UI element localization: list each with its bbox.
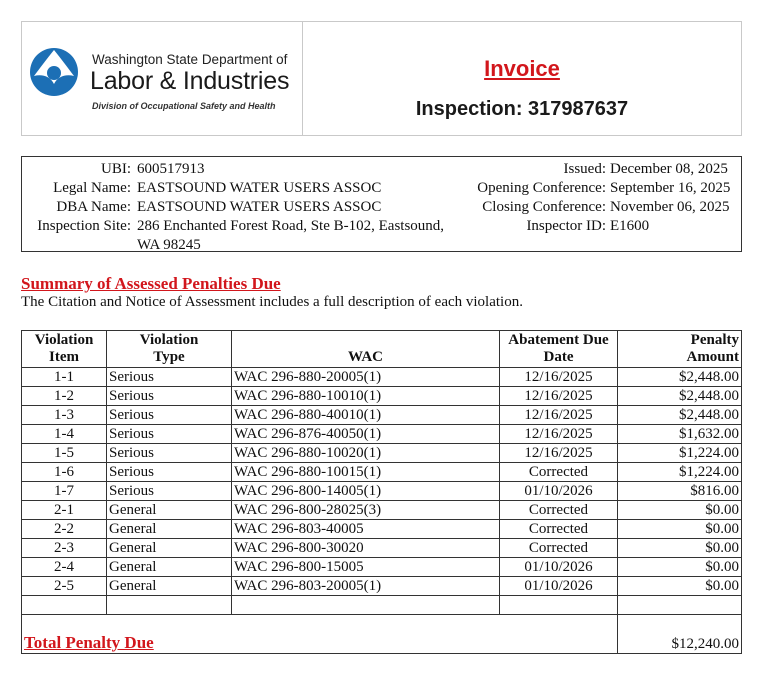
table-row-blank xyxy=(22,596,742,615)
table-row xyxy=(22,444,742,463)
cell-type: Serious xyxy=(107,368,232,387)
header-box xyxy=(21,21,742,136)
info-label: Inspection Site: xyxy=(37,218,131,234)
info-value: November 06, 2025 xyxy=(610,199,730,215)
header-violation-item xyxy=(22,331,107,368)
header-violation-type xyxy=(107,331,232,368)
cell-item: 1-3 xyxy=(22,406,107,425)
cell-date: 12/16/2025 xyxy=(500,444,618,463)
table-row xyxy=(22,577,742,596)
table-row xyxy=(22,425,742,444)
blank-cell xyxy=(500,596,618,615)
cell-amount: $0.00 xyxy=(618,501,742,520)
logo-line-2: Labor & Industries xyxy=(90,67,290,95)
cell-type: General xyxy=(107,577,232,596)
cell-item: 2-2 xyxy=(22,520,107,539)
cell-wac: WAC 296-803-20005(1) xyxy=(232,577,500,596)
cell-wac: WAC 296-880-10015(1) xyxy=(232,463,500,482)
cell-date: 12/16/2025 xyxy=(500,425,618,444)
info-label: Closing Conference: xyxy=(482,199,606,215)
cell-type: Serious xyxy=(107,463,232,482)
cell-date: Corrected xyxy=(500,463,618,482)
header-text: Violation xyxy=(34,332,94,348)
cell-wac: WAC 296-880-40010(1) xyxy=(232,406,500,425)
total-label: Total Penalty Due xyxy=(24,633,154,652)
cell-item: 1-5 xyxy=(22,444,107,463)
total-row xyxy=(22,615,742,654)
info-left xyxy=(26,160,467,255)
cell-wac: WAC 296-800-28025(3) xyxy=(232,501,500,520)
cell-type: Serious xyxy=(107,425,232,444)
header-text: WAC xyxy=(347,349,383,365)
blank-cell xyxy=(232,596,500,615)
cell-amount: $0.00 xyxy=(618,520,742,539)
blank-cell xyxy=(22,596,107,615)
cell-wac: WAC 296-880-10010(1) xyxy=(232,387,500,406)
summary-title: Summary of Assessed Penalties Due xyxy=(21,274,281,293)
cell-type: General xyxy=(107,558,232,577)
table-row xyxy=(22,501,742,520)
cell-type: Serious xyxy=(107,387,232,406)
info-label: UBI: xyxy=(101,161,131,177)
cell-item: 1-2 xyxy=(22,387,107,406)
table-row xyxy=(22,368,742,387)
logo-line-1: Washington State Department of xyxy=(92,52,288,67)
cell-date: 01/10/2026 xyxy=(500,482,618,501)
cell-date: 12/16/2025 xyxy=(500,387,618,406)
table-row xyxy=(22,406,742,425)
cell-item: 2-4 xyxy=(22,558,107,577)
title-cell xyxy=(303,22,741,135)
cell-amount: $2,448.00 xyxy=(618,387,742,406)
header-text: Penalty xyxy=(690,332,739,348)
table-header-row xyxy=(22,331,742,368)
cell-date: 12/16/2025 xyxy=(500,368,618,387)
cell-amount: $2,448.00 xyxy=(618,368,742,387)
cell-amount: $0.00 xyxy=(618,577,742,596)
agency-logo xyxy=(22,22,303,135)
table-row xyxy=(22,520,742,539)
cell-amount: $816.00 xyxy=(618,482,742,501)
cell-amount: $0.00 xyxy=(618,558,742,577)
cell-type: Serious xyxy=(107,444,232,463)
cell-type: Serious xyxy=(107,482,232,501)
cell-item: 2-3 xyxy=(22,539,107,558)
cell-wac: WAC 296-803-40005 xyxy=(232,520,500,539)
cell-amount: $1,632.00 xyxy=(618,425,742,444)
table-row xyxy=(22,539,742,558)
header-text: Abatement Due xyxy=(508,332,609,348)
invoice-title: Invoice xyxy=(484,56,560,81)
info-value: 600517913 xyxy=(137,161,205,177)
cell-amount: $1,224.00 xyxy=(618,444,742,463)
cell-item: 2-5 xyxy=(22,577,107,596)
info-value: 286 Enchanted Forest Road, Ste B-102, Eastsound, WA 98245 xyxy=(137,218,445,253)
cell-amount: $2,448.00 xyxy=(618,406,742,425)
inspection-title: Inspection: 317987637 xyxy=(415,98,629,120)
table-row xyxy=(22,482,742,501)
info-right xyxy=(471,160,735,236)
blank-cell xyxy=(107,596,232,615)
cell-date: Corrected xyxy=(500,501,618,520)
total-label-cell xyxy=(22,615,618,654)
header-penalty-amount xyxy=(618,331,742,368)
table-row xyxy=(22,387,742,406)
info-row-issued xyxy=(471,160,735,179)
info-row-inspection-site xyxy=(26,217,467,255)
info-value: EASTSOUND WATER USERS ASSOC xyxy=(137,180,382,196)
lni-logo-icon xyxy=(28,46,80,98)
cell-wac: WAC 296-880-10020(1) xyxy=(232,444,500,463)
info-value: September 16, 2025 xyxy=(610,180,731,196)
cell-item: 1-7 xyxy=(22,482,107,501)
info-value: E1600 xyxy=(610,218,650,234)
cell-wac: WAC 296-876-40050(1) xyxy=(232,425,500,444)
summary-description: The Citation and Notice of Assessment includes a full description of each violation. xyxy=(21,294,523,310)
cell-date: 12/16/2025 xyxy=(500,406,618,425)
logo-line-3: Division of Occupational Safety and Health xyxy=(92,101,276,111)
header-text: Amount xyxy=(686,349,739,365)
cell-date: Corrected xyxy=(500,539,618,558)
table-row xyxy=(22,463,742,482)
table-row xyxy=(22,558,742,577)
cell-item: 1-6 xyxy=(22,463,107,482)
cell-type: General xyxy=(107,539,232,558)
info-row-legal-name xyxy=(26,179,467,198)
info-row-ubi xyxy=(26,160,467,179)
cell-amount: $1,224.00 xyxy=(618,463,742,482)
cell-wac: WAC 296-800-14005(1) xyxy=(232,482,500,501)
info-label: DBA Name: xyxy=(56,199,131,215)
info-label: Opening Conference: xyxy=(477,180,606,196)
cell-item: 2-1 xyxy=(22,501,107,520)
header-text: Date xyxy=(543,349,574,365)
info-row-closing-conference xyxy=(471,198,735,217)
cell-item: 1-4 xyxy=(22,425,107,444)
inspection-info-box xyxy=(21,156,742,252)
cell-wac: WAC 296-800-15005 xyxy=(232,558,500,577)
header-text: Violation xyxy=(139,332,199,348)
info-row-opening-conference xyxy=(471,179,735,198)
header-text: Item xyxy=(49,349,79,365)
info-row-dba-name xyxy=(26,198,467,217)
cell-type: General xyxy=(107,501,232,520)
cell-wac: WAC 296-880-20005(1) xyxy=(232,368,500,387)
cell-amount: $0.00 xyxy=(618,539,742,558)
cell-date: 01/10/2026 xyxy=(500,577,618,596)
info-row-inspector-id xyxy=(471,217,735,236)
info-value: December 08, 2025 xyxy=(610,161,728,177)
header-wac xyxy=(232,331,500,368)
info-label: Issued: xyxy=(563,161,606,177)
cell-type: Serious xyxy=(107,406,232,425)
penalty-table xyxy=(21,330,742,654)
blank-cell xyxy=(618,596,742,615)
info-label: Inspector ID: xyxy=(526,218,606,234)
cell-wac: WAC 296-800-30020 xyxy=(232,539,500,558)
cell-date: Corrected xyxy=(500,520,618,539)
info-label: Legal Name: xyxy=(53,180,131,196)
header-text: Type xyxy=(153,349,185,365)
cell-item: 1-1 xyxy=(22,368,107,387)
info-value: EASTSOUND WATER USERS ASSOC xyxy=(137,199,382,215)
cell-date: 01/10/2026 xyxy=(500,558,618,577)
header-abatement-date xyxy=(500,331,618,368)
cell-type: General xyxy=(107,520,232,539)
total-amount: $12,240.00 xyxy=(618,615,742,654)
